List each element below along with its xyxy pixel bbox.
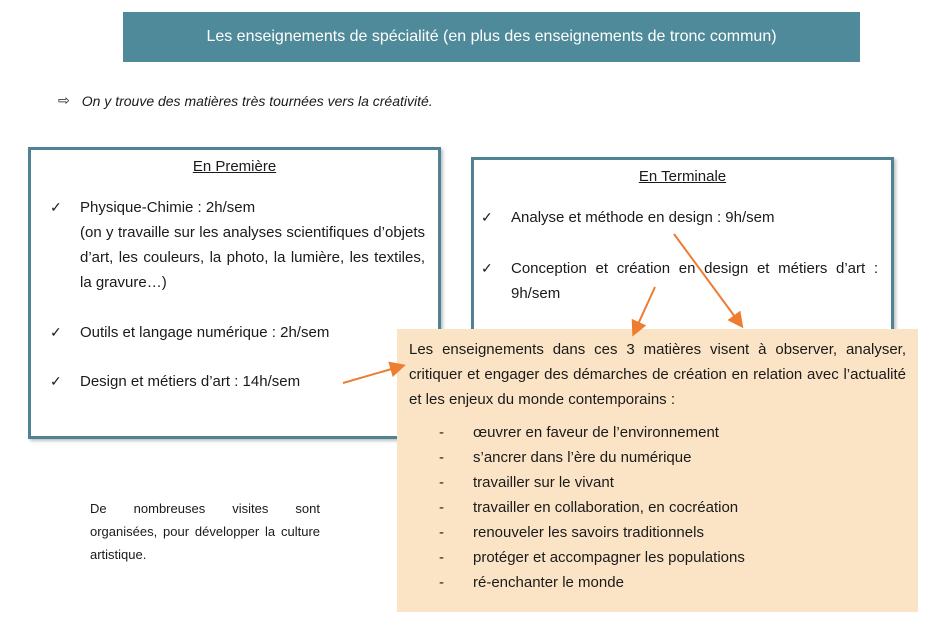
list-item: - s’ancrer dans l’ère du numérique bbox=[439, 449, 692, 466]
list-item: - renouveler les savoirs traditionnels bbox=[439, 524, 704, 541]
arrow-design-to-callout bbox=[343, 366, 402, 383]
arrow-analyse-to-callout bbox=[674, 234, 741, 325]
list-item: - œuvrer en faveur de l’environnement bbox=[439, 424, 719, 441]
visits-note: De nombreuses visites sont organisées, pour développer la culture artistique. bbox=[90, 501, 320, 562]
list-item: - travailler sur le vivant bbox=[439, 474, 614, 491]
right-arrow-icon: ⇨ bbox=[58, 92, 70, 108]
checkmark-icon: ✓ bbox=[50, 199, 62, 215]
callout-paragraph: Les enseignements dans ces 3 matières visent à observer, analyser, critiquer et engager des démarches de création en relation avec l’actualité et les enjeux du monde contemporains : bbox=[409, 341, 906, 408]
list-item: - travailler en collaboration, en cocréation bbox=[439, 499, 739, 516]
checkmark-icon: ✓ bbox=[50, 373, 62, 389]
item-detail: (on y travaille sur les analyses scientifiques d’objets d’art, les couleurs, la photo, la lumière, les textiles, la gravure…) bbox=[80, 224, 425, 291]
item-label: Outils et langage numérique : 2h/sem bbox=[80, 324, 330, 341]
terminale-title: En Terminale bbox=[638, 168, 727, 185]
premiere-title: En Première bbox=[192, 158, 277, 175]
arrow-conception-to-callout bbox=[634, 287, 655, 333]
banner-title: Les enseignements de spécialité (en plus des enseignements de tronc commun) bbox=[206, 28, 777, 45]
item-label: Design et métiers d’art : 14h/sem bbox=[80, 373, 301, 390]
item-label: Physique-Chimie : 2h/sem bbox=[80, 199, 256, 216]
intro-text: On y trouve des matières très tournées vers la créativité. bbox=[81, 92, 433, 109]
checkmark-icon: ✓ bbox=[481, 260, 493, 276]
checkmark-icon: ✓ bbox=[50, 324, 62, 340]
checkmark-icon: ✓ bbox=[481, 209, 493, 225]
list-item: - protéger et accompagner les populations bbox=[439, 549, 745, 566]
item-label: Conception et création en design et métiers d’art : 9h/sem bbox=[511, 260, 878, 302]
item-label: Analyse et méthode en design : 9h/sem bbox=[511, 209, 775, 226]
list-item: - ré-enchanter le monde bbox=[439, 574, 624, 591]
